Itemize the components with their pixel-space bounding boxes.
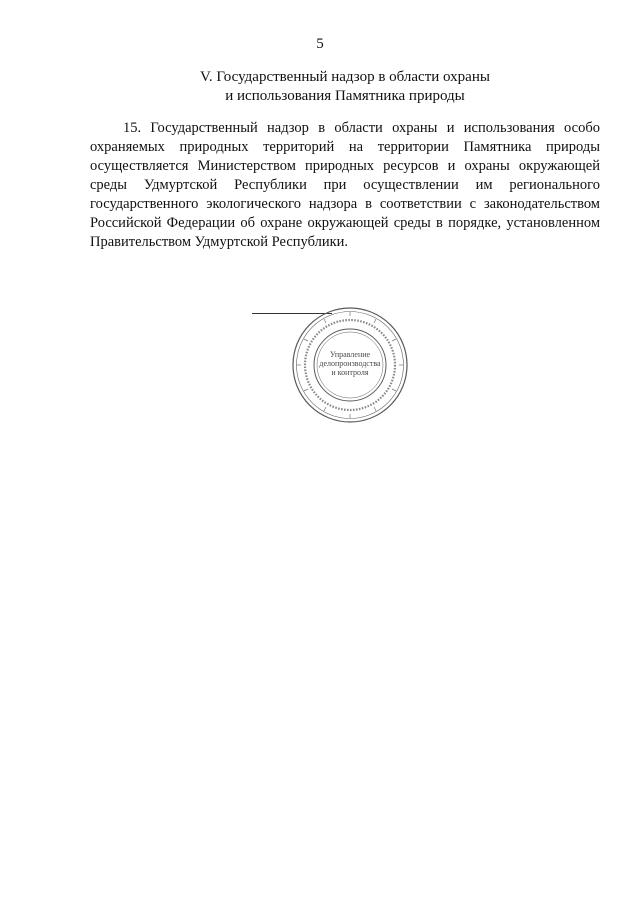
official-seal-stamp <box>290 305 410 425</box>
stamp-text-line-1: Управление <box>329 350 371 359</box>
stamp-text-line-2: делопроизводства <box>319 359 381 368</box>
stamp-text-line-3: и контроля <box>331 368 369 377</box>
section-heading <box>90 68 600 106</box>
page-number: 5 <box>316 36 324 52</box>
section-heading-line-1: V. Государственный надзор в области охраны <box>200 69 490 85</box>
paragraph-15: 15. Государственный надзор в области охраны и использования особо охраняемых природных территорий на территории Памятника природы осуществляется Министерством природных ресурсов и охраны окружающей среды Удмуртской Республики при осуществлении им регионального государственного экологического надзора в соответствии с законодательством Российской Федерации об охране окружающей среды в порядке, установленном Правительством Удмуртской Республики. <box>90 120 600 250</box>
section-heading-line-2: и использования Памятника природы <box>225 88 465 104</box>
